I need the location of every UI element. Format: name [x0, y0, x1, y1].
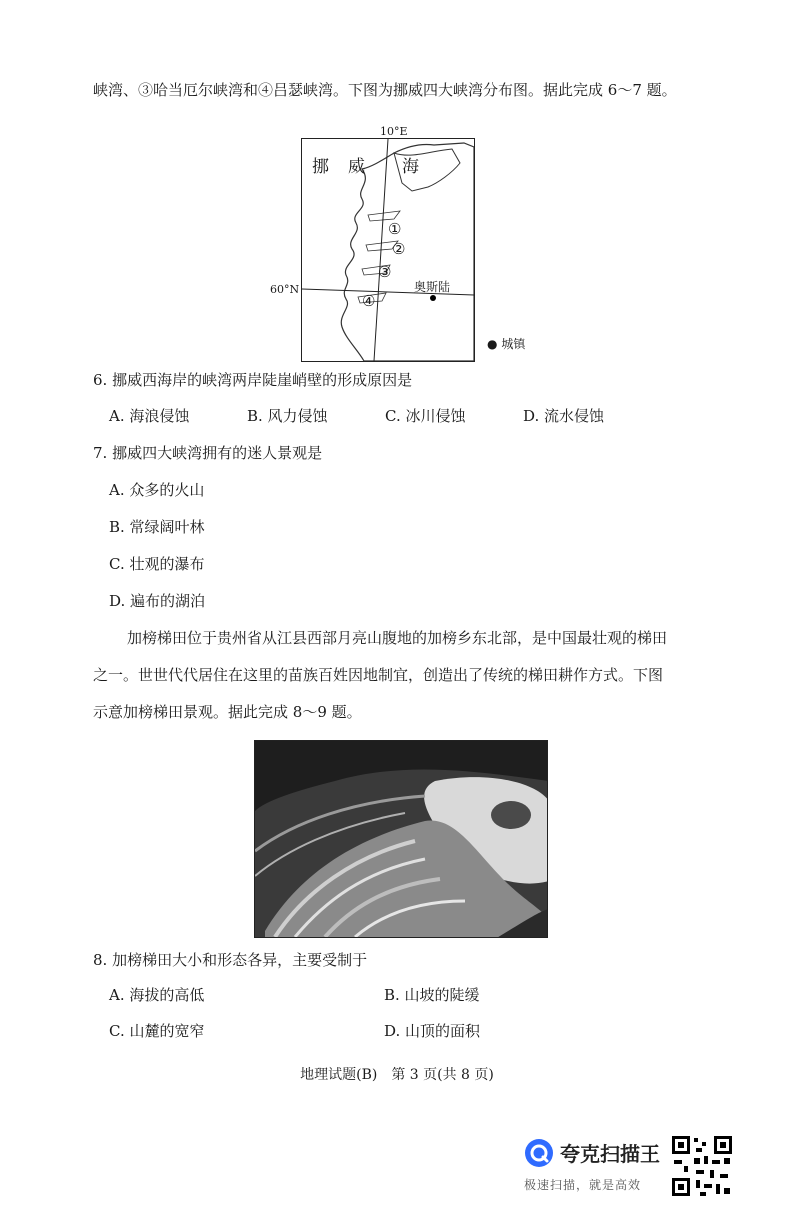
page-footer: 地理试题(B) 第 3 页(共 8 页) [300, 1067, 494, 1083]
q6-option-b: B. 风力侵蚀 [247, 407, 328, 425]
scanner-logo-icon [524, 1138, 554, 1168]
city-label: 奥斯陆 [414, 280, 451, 294]
q8-option-a: A. 海拔的高低 [109, 986, 205, 1004]
scanner-title: 夸克扫描王 [560, 1142, 660, 1166]
fjord-2-marker: ② [392, 240, 406, 258]
sea-char-2: 威 [348, 157, 365, 177]
passage-line-2: 之一。世世代代居住在这里的苗族百姓因地制宜，创造出了传统的梯田耕作方式。下图 [93, 666, 664, 684]
town-symbol: ● [487, 337, 498, 351]
fjord-4-marker: ④ [362, 292, 376, 310]
scanner-subtitle: 极速扫描，就是高效 [524, 1178, 642, 1192]
q7-option-d: D. 遍布的湖泊 [109, 592, 206, 610]
latitude-label: 60°N [270, 283, 300, 296]
q6-stem: 6. 挪威西海岸的峡湾两岸陡崖峭壁的形成原因是 [93, 371, 413, 389]
intro-line: 峡湾、③哈当厄尔峡湾和④吕瑟峡湾。下图为挪威四大峡湾分布图。据此完成 6～7 题。 [93, 81, 677, 99]
town-legend-label: 城镇 [501, 337, 526, 351]
q6-option-a: A. 海浪侵蚀 [109, 407, 190, 425]
sea-char-1: 挪 [312, 157, 329, 177]
fjord-map [301, 138, 475, 362]
q6-option-d: D. 流水侵蚀 [523, 407, 605, 425]
q7-stem: 7. 挪威四大峡湾拥有的迷人景观是 [93, 444, 323, 462]
map-legend [487, 334, 525, 354]
fjord-3-marker: ③ [378, 263, 392, 281]
terrace-photo [254, 740, 548, 938]
q8-option-b: B. 山坡的陡缓 [384, 986, 480, 1004]
q7-option-c: C. 壮观的瀑布 [109, 555, 205, 573]
q7-option-a: A. 众多的火山 [109, 481, 205, 499]
passage-line-3: 示意加榜梯田景观。据此完成 8～9 题。 [93, 703, 362, 721]
longitude-label: 10°E [380, 125, 408, 138]
q8-option-c: C. 山麓的宽窄 [109, 1022, 205, 1040]
passage-line-1: 加榜梯田位于贵州省从江县西部月亮山腹地的加榜乡东北部，是中国最壮观的梯田 [127, 629, 668, 647]
q6-option-c: C. 冰川侵蚀 [385, 407, 466, 425]
sea-char-3: 海 [402, 157, 419, 177]
q8-stem: 8. 加榜梯田大小和形态各异，主要受制于 [93, 951, 368, 969]
fjord-1-marker: ① [388, 220, 402, 238]
q7-option-b: B. 常绿阔叶林 [109, 518, 205, 536]
qr-code-icon [670, 1134, 734, 1198]
terrace-photo-drawing [255, 741, 548, 938]
q8-option-d: D. 山顶的面积 [384, 1022, 481, 1040]
